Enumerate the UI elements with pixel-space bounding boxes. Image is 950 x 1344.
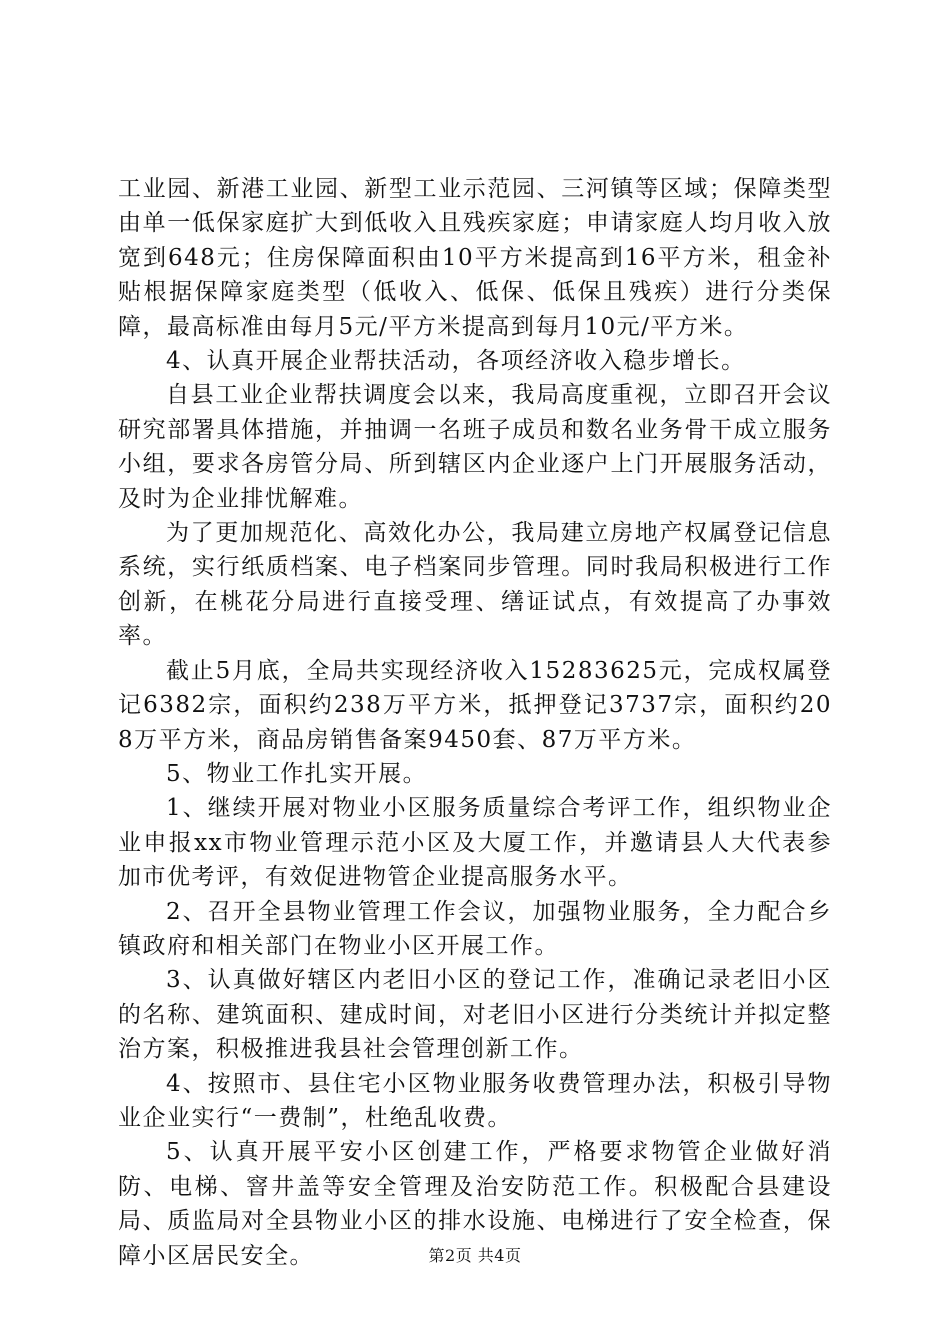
paragraph-enterprise-support: 自县工业企业帮扶调度会以来，我局高度重视，立即召开会议研究部署具体措施，并抽调一名班子成员和数名业务骨干成立服务小组，要求各房管分局、所到辖区内企业逐户上门开展服务活动，及时为企业排忧解难。 (118, 382, 832, 512)
paragraph-property-item-3: 3、认真做好辖区内老旧小区的登记工作，准确记录老旧小区的名称、建筑面积、建成时间，对老旧小区进行分类统计并拟定整治方案，积极推进我县社会管理创新工作。 (118, 967, 832, 1063)
heading-enterprise-support: 4、认真开展企业帮扶活动，各项经济收入稳步增长。 (166, 348, 746, 375)
paragraph-property-item-1: 1、继续开展对物业小区服务质量综合考评工作，组织物业企业申报xx市物业管理示范小区及大厦工作，并邀请县人大代表参加市优考评，有效促进物管企业提高服务水平。 (118, 795, 832, 891)
paragraph-property-item-2: 2、召开全县物业管理工作会议，加强物业服务，全力配合乡镇政府和相关部门在物业小区开展工作。 (118, 898, 832, 959)
paragraph-registration-system: 为了更加规范化、高效化办公，我局建立房地产权属登记信息系统，实行纸质档案、电子档案同步管理。同时我局积极进行工作创新，在桃花分局进行直接受理、缮证试点，有效提高了办事效率。 (118, 520, 832, 650)
page-footer: 第2页 共4页 (428, 1246, 522, 1265)
paragraph-economic-income: 截止5月底，全局共实现经济收入15283625元，完成权属登记6382宗，面积约238万平方米，抵押登记3737宗，面积约208万平方米，商品房销售备案9450套、87万平方米。 (118, 657, 832, 753)
paragraph-property-item-4: 4、按照市、县住宅小区物业服务收费管理办法，积极引导物业企业实行“一费制”，杜绝乱收费。 (118, 1070, 832, 1131)
heading-property-work: 5、物业工作扎实开展。 (166, 760, 428, 787)
document-body (118, 172, 832, 1273)
paragraph-property-item-5: 5、认真开展平安小区创建工作，严格要求物管企业做好消防、电梯、窨井盖等安全管理及治安防范工作。积极配合县建设局、质监局对全县物业小区的排水设施、电梯进行了安全检查，保障小区居民安全。 (118, 1139, 832, 1269)
paragraph-housing-subsidy-continued: 工业园、新港工业园、新型工业示范园、三河镇等区域；保障类型由单一低保家庭扩大到低收入且残疾家庭；申请家庭人均月收入放宽到648元；住房保障面积由10平方米提高到16平方米，租金补贴根据保障家庭类型（低收入、低保、低保且残疾）进行分类保障，最高标准由每月5元/平方米提高到每月10元/平方米。 (118, 176, 832, 340)
